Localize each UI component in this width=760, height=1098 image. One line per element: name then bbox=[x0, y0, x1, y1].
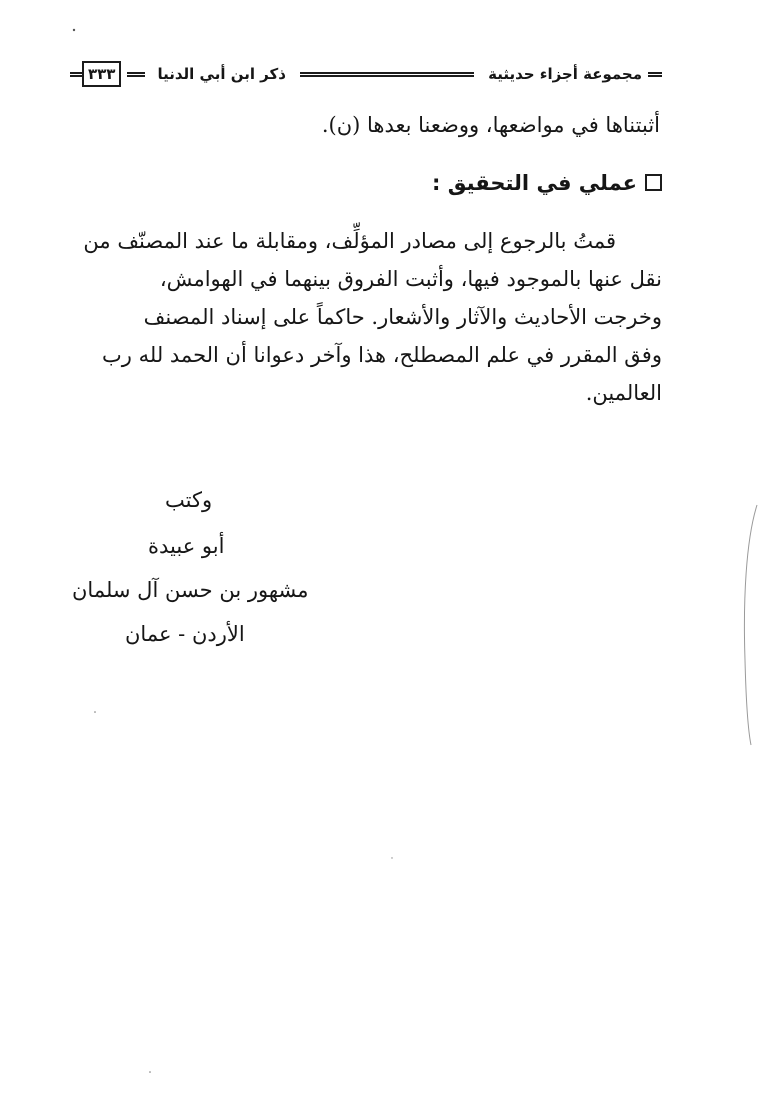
paragraph-line-3: وخرجت الأحاديث والآثار والأشعار. حاكماً على إسناد المصنف bbox=[143, 305, 662, 329]
scan-speck bbox=[73, 29, 75, 31]
scan-speck bbox=[391, 857, 392, 858]
signature-kunya: أبو عبيدة bbox=[148, 534, 225, 558]
page-number: ٣٣٣ bbox=[82, 61, 121, 87]
signature-name: مشهور بن حسن آل سلمان bbox=[72, 578, 309, 602]
signature-wrote: وكتب bbox=[165, 488, 213, 512]
section-heading-text: عملي في التحقيق : bbox=[432, 171, 637, 195]
paragraph-line-2: نقل عنها بالموجود فيها، وأثبت الفروق بينهما في الهوامش، bbox=[159, 267, 662, 291]
header-book-title: مجموعة أجزاء حديثية bbox=[488, 65, 642, 83]
scan-speck bbox=[149, 1071, 151, 1073]
signature-place: الأردن - عمان bbox=[125, 622, 245, 646]
paragraph-line-1: قمتُ بالرجوع إلى مصادر المؤلِّف، ومقابلة ما عند المصنّف من bbox=[83, 229, 616, 253]
paragraph-line-5: العالمين. bbox=[585, 381, 662, 405]
header-section-title: ذكر ابن أبي الدنيا bbox=[157, 65, 286, 83]
page-edge-shadow bbox=[744, 505, 757, 745]
intro-line: أثبتناها في مواضعها، ووضعنا بعدها (ن). bbox=[321, 113, 660, 137]
scan-speck bbox=[94, 711, 96, 713]
paragraph-line-4: وفق المقرر في علم المصطلح، هذا وآخر دعوانا أن الحمد لله رب bbox=[102, 343, 662, 367]
